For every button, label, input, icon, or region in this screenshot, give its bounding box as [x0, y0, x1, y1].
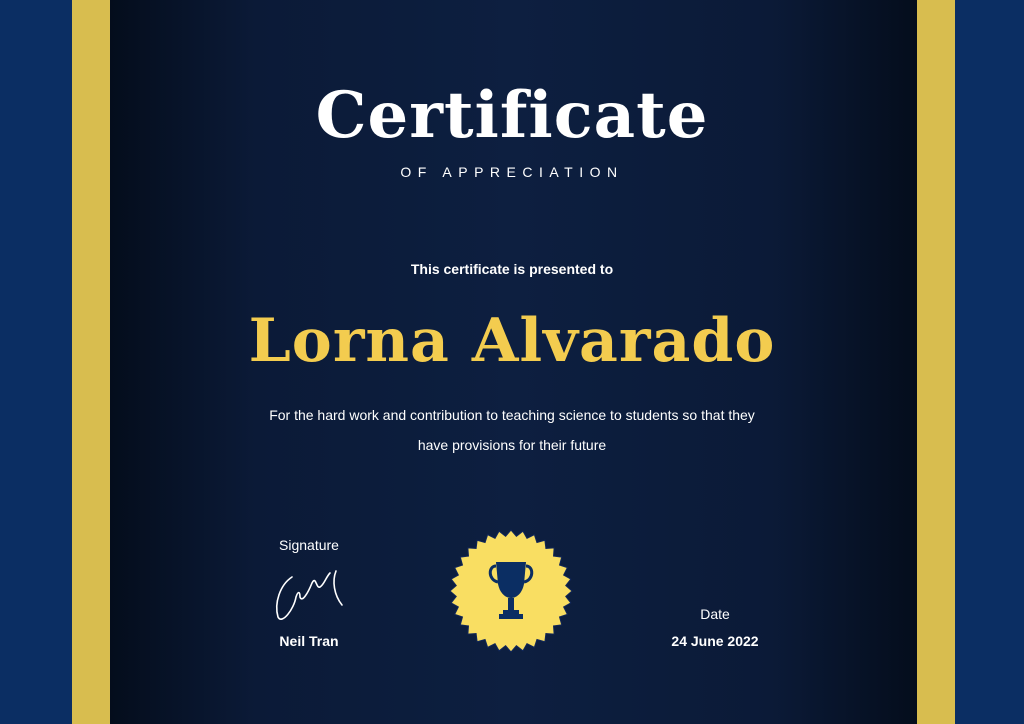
- reason-line-1: For the hard work and contribution to teaching science to students so that they: [269, 407, 755, 423]
- recipient-name: Lorna Alvarado: [248, 306, 776, 376]
- signer-name: Neil Tran: [279, 633, 339, 649]
- reason-line-2: have provisions for their future: [417, 437, 607, 453]
- date-value: 24 June 2022: [671, 633, 759, 649]
- presented-to-text: This certificate is presented to: [410, 261, 614, 277]
- reason-text: [212, 400, 812, 460]
- award-seal: [448, 528, 574, 654]
- signature-mark: [270, 563, 348, 625]
- date-label: Date: [700, 606, 730, 622]
- certificate-subtitle: OF APPRECIATION: [400, 164, 624, 180]
- signature-label: Signature: [279, 537, 339, 553]
- certificate-title: Certificate: [315, 78, 709, 153]
